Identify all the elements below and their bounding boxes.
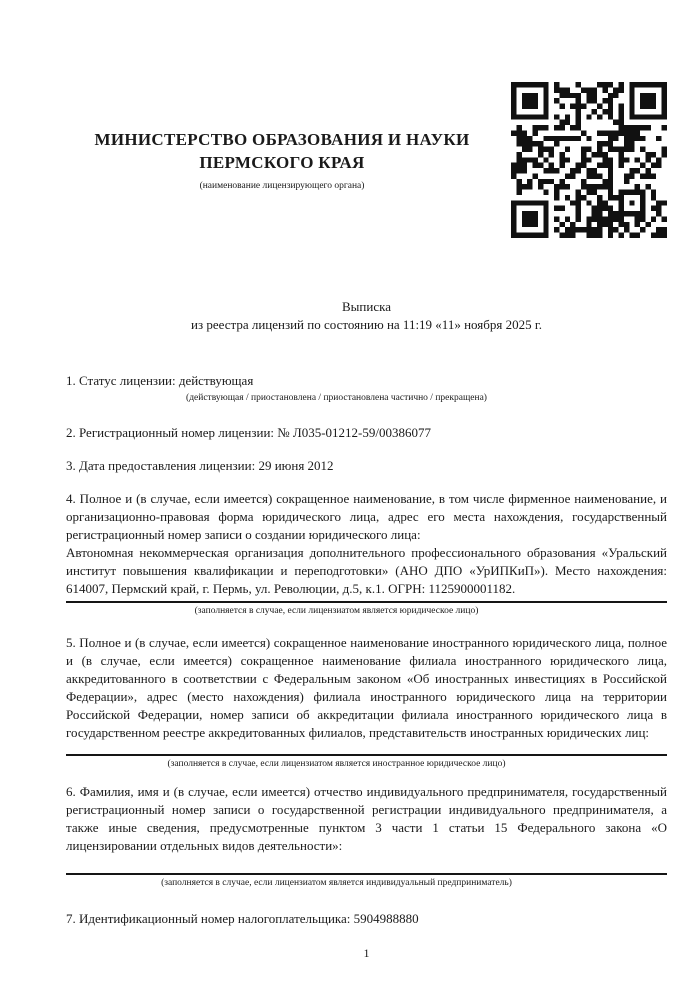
- registration-number-text: 2. Регистрационный номер лицензии: № Л035-01212-59/00386077: [66, 425, 432, 440]
- individual-entrepreneur-heading: 6. Фамилия, имя и (в случае, если имеется) отчество индивидуального предпринимателя, государственный регистрационный номер записи о государственной регистрации индивидуального предпринимателя, а также иные сведения, предусмотренные пунктом 3 части 1 статьи 15 Федерального закона «О лицензировании отдельных видов деятельности»:: [66, 784, 667, 853]
- item-individual-entrepreneur: [66, 783, 667, 890]
- item-foreign-entity: [66, 634, 667, 771]
- ministry-name-caption: (наименование лицензирующего органа): [199, 181, 365, 191]
- item-license-status: [66, 372, 667, 405]
- item-taxpayer-number: [66, 910, 667, 928]
- foreign-entity-heading: 5. Полное и (в случае, если имеется) сокращенное наименование иностранного юридического лица, полное и (в случае, если имеется) сокращенное наименование филиала иностранного юридического лица, аккредитованного в соответствии с Федеральным законом «Об иностранных инвестициях в Российской Федерации», адрес (место нахождения) филиала иностранного юридического лица на территории Российской Федерации, номер записи об аккредитации филиала иностранного юридического лица в государственном реестре аккредитованных филиалов, представительств иностранных юридических лиц:: [66, 635, 667, 740]
- licensing-authority-block: [66, 82, 498, 192]
- document-body: [0, 372, 700, 962]
- taxpayer-number-text: 7. Идентификационный номер налогоплательщика: 5904988880: [66, 911, 419, 926]
- document-title: [0, 298, 700, 334]
- individual-entrepreneur-underline: [66, 873, 667, 875]
- foreign-entity-underline: [66, 754, 667, 756]
- ministry-name: [66, 128, 498, 174]
- license-date-text: 3. Дата предоставления лицензии: 29 июня 2012: [66, 458, 334, 473]
- ministry-name-line1: МИНИСТЕРСТВО ОБРАЗОВАНИЯ И НАУКИ: [94, 130, 470, 149]
- item-registration-number: [66, 424, 667, 442]
- item-license-date: [66, 457, 667, 475]
- document-title-line2: из реестра лицензий по состоянию на 11:19 «11» ноября 2025 г.: [191, 317, 542, 332]
- page-number: 1: [363, 946, 370, 960]
- foreign-entity-note: (заполняется в случае, если лицензиатом является иностранное юридическое лицо): [167, 759, 506, 769]
- legal-entity-heading: 4. Полное и (в случае, если имеется) сокращенное наименование, в том числе фирменное наименование, и организационно-правовая форма юридического лица, адрес его места нахождения, государственный регистрационный номер записи о создании юридического лица:: [66, 491, 667, 542]
- legal-entity-note: (заполняется в случае, если лицензиатом является юридическое лицо): [194, 606, 479, 616]
- document-header: [0, 0, 700, 238]
- ministry-name-line2: ПЕРМСКОГО КРАЯ: [199, 153, 365, 172]
- qr-code: [511, 82, 667, 238]
- document-title-line1: Выписка: [342, 299, 391, 314]
- individual-entrepreneur-note: (заполняется в случае, если лицензиатом является индивидуальный предприниматель): [161, 878, 512, 888]
- legal-entity-value: Автономная некоммерческая организация дополнительного профессионального образования «Уральский институт повышения квалификации и переподготовки» (АНО ДПО «УрИПКиП»). Место нахождения: 614007, Пермский край, г. Пермь, ул. Революции, д.5, к.1. ОГРН: 1125900001182.: [66, 545, 667, 596]
- item-legal-entity: [66, 490, 667, 618]
- license-status-note: (действующая / приостановлена / приостановлена частично / прекращена): [186, 393, 487, 403]
- license-status-text: 1. Статус лицензии: действующая: [66, 373, 254, 388]
- legal-entity-underline: [66, 601, 667, 603]
